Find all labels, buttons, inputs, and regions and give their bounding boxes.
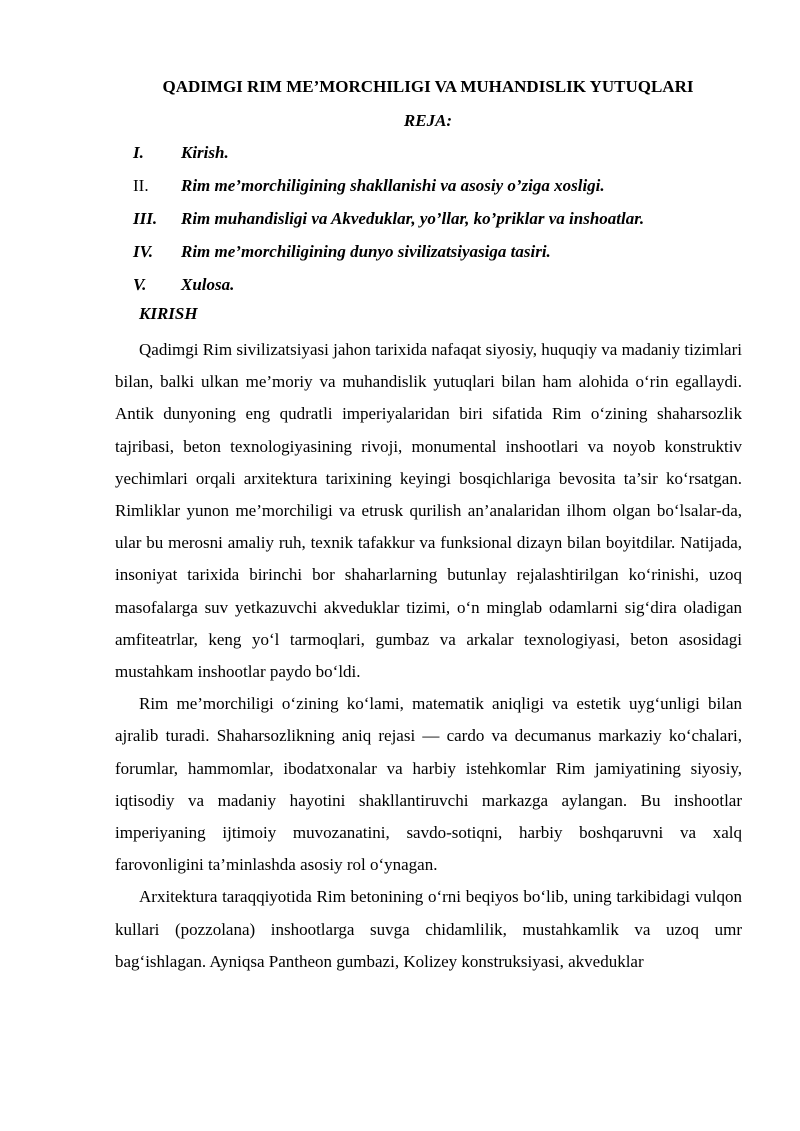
paragraph: Qadimgi Rim sivilizatsiyasi jahon tarixida nafaqat siyosiy, huquqiy va madaniy tizimlari bilan, balki ulkan me’moriy va muhandislik yutuqlari bilan ham alohida o‘rin egallaydi. Antik dunyoning eng qudratli imperiyalaridan biri sifatida Rim o‘zining shaharsozlik tajribasi, beton texnologiyasining rivoji, monumental inshootlari va noyob konstruktiv yechimlari orqali arxitektura tarixining keyingi bosqichlariga bevosita ta’sir ko‘rsatgan. Rimliklar yunon me’morchiligi va etrusk qurilish an’analaridan ilhom olgan bo‘lsalar-da, ular bu merosni amaliy ruh, texnik tafakkur va funksional dizayn bilan boyitdilar. Natijada, insoniyat tarixida birinchi bor shaharlarning butunlay rejalashtirilgan ko‘rinishi, uzoq masofalarga suv yetkazuvchi akveduklar tizimi, o‘n minglab odamlarni sig‘dira oladigan amfiteatrlar, keng yo‘l tarmoqlari, gumbaz va arkalar texnologiyasi, beton asosidagi mustahkam inshootlar paydo bo‘ldi. — [115, 340, 742, 682]
plan-item — [133, 208, 644, 241]
plan-item-number: II. — [133, 176, 149, 195]
plan-item-number: III. — [133, 209, 158, 228]
plan-item-number: I. — [133, 143, 144, 162]
plan-item-text: Rim me’morchiligining dunyo sivilizatsiyasiga tasiri. — [181, 242, 551, 261]
paragraph: Arxitektura taraqqiyotida Rim betonining o‘rni beqiyos bo‘lib, uning tarkibidagi vulqon kullari (pozzolana) inshootlarga suvga chidamlilik, mustahkamlik va uzoq umr bag‘ishlagan. Ayniqsa Pantheon gumbazi, Kolizey konstruksiyasi, akveduklar — [115, 887, 742, 971]
body-text — [115, 334, 742, 978]
plan-item — [133, 175, 644, 208]
plan-heading: REJA: — [403, 111, 453, 130]
section-heading-kirish: KIRISH — [139, 304, 198, 323]
paragraph: Rim me’morchiligi o‘zining ko‘lami, matematik aniqligi va estetik uyg‘unligi bilan ajralib turadi. Shaharsozlikning aniq rejasi — cardo va decumanus markaziy ko‘chalari, forumlar, hammomlar, ibodatxonalar va harbiy istehkomlar Rim jamiyatining siyosiy, iqtisodiy va madaniy hayotini shakllantiruvchi markazga aylangan. Bu inshootlar imperiyaning ijtimoiy muvozanatini, savdo-sotiqni, harbiy boshqaruvni va xalq farovonligini ta’minlashda asosiy rol o‘ynagan. — [115, 694, 742, 875]
plan-list — [133, 142, 644, 307]
plan-item-text: Rim me’morchiligining shakllanishi va asosiy o’ziga xosligi. — [181, 176, 605, 195]
plan-item-text: Rim muhandisligi va Akveduklar, yo’llar, ko’priklar va inshoatlar. — [181, 209, 645, 228]
plan-item-text: Kirish. — [181, 143, 229, 162]
plan-item — [133, 142, 644, 175]
plan-item — [133, 274, 644, 307]
plan-item-number: IV. — [133, 242, 154, 261]
plan-item-text: Xulosa. — [181, 275, 235, 294]
plan-item — [133, 241, 644, 274]
plan-item-number: V. — [133, 275, 147, 294]
document-title: QADIMGI RIM ME’MORCHILIGI VA MUHANDISLIK YUTUQLARI — [162, 77, 694, 96]
